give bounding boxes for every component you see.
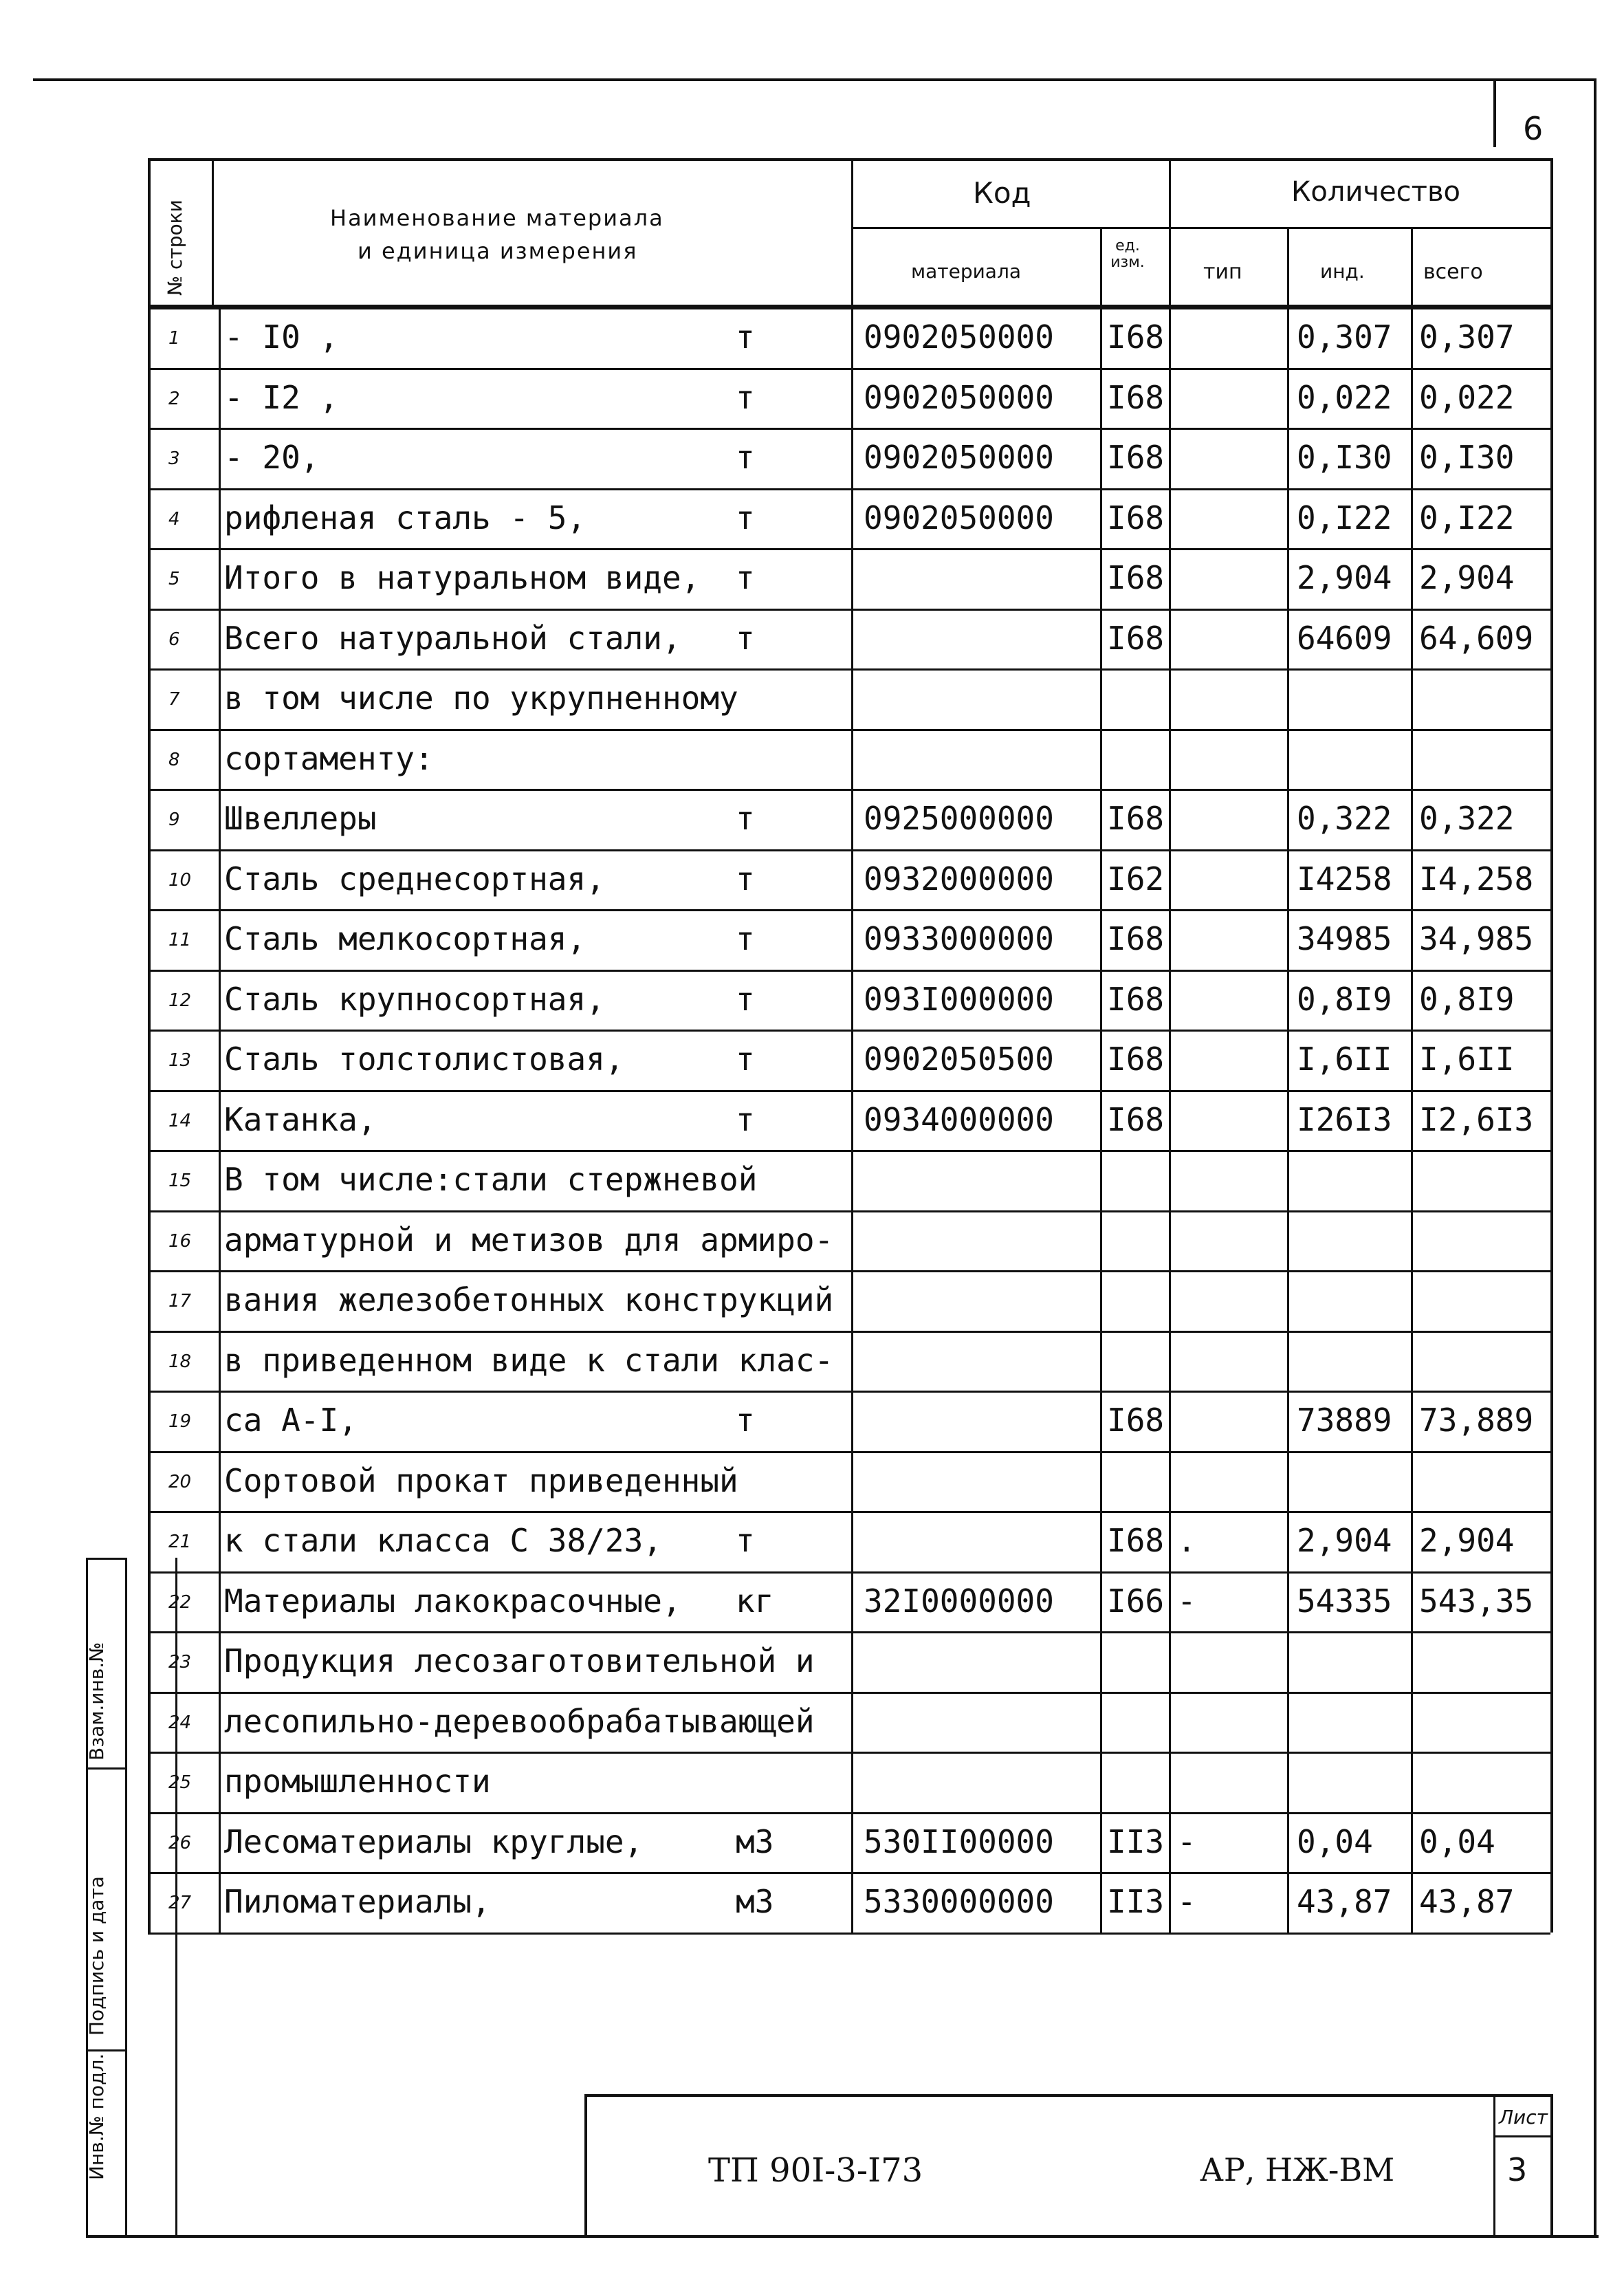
qty-ind: 0,322 (1297, 800, 1392, 837)
body-col-line (1287, 307, 1289, 1933)
row-line (148, 1631, 1550, 1633)
header-top-line (148, 158, 1550, 161)
material-name: - 20, (224, 439, 320, 476)
header-name-line1: Наименование материала (330, 205, 664, 231)
row-number: 4 (168, 508, 180, 530)
qty-ind: 34985 (1297, 920, 1392, 957)
material-name: арматурной и метизов для армиро- (224, 1221, 834, 1259)
row-number: 12 (168, 990, 192, 1011)
unit: т (736, 1402, 755, 1439)
row-line (148, 1090, 1550, 1092)
stamp-box-left (584, 2094, 587, 2235)
material-name: Сталь крупносортная, (224, 980, 605, 1018)
body-col-line (219, 307, 221, 1933)
qty-ind: 73889 (1297, 1402, 1392, 1439)
material-name: вания железобетонных конструкций (224, 1281, 834, 1318)
header-code: Код (973, 176, 1031, 210)
stamp-div-1 (86, 1558, 125, 1560)
row-line (148, 1571, 1550, 1574)
row-line (148, 1150, 1550, 1152)
row-number: 5 (168, 569, 180, 589)
row-number: 7 (168, 689, 180, 710)
qty-ind: I26I3 (1297, 1100, 1392, 1138)
material-name: В том числе:стали стержневой (224, 1161, 758, 1198)
qty-ind: I,6II (1297, 1041, 1392, 1078)
row-line (148, 1210, 1550, 1212)
qty-total: 543,35 (1419, 1582, 1534, 1620)
unit: т (736, 980, 755, 1018)
qty-total: 0,04 (1419, 1822, 1495, 1860)
material-name: Продукция лесозаготовительной и (224, 1642, 815, 1679)
unit-code: I68 (1107, 499, 1165, 536)
qty-total: I2,6I3 (1419, 1100, 1534, 1138)
row-line (148, 428, 1550, 430)
row-number: 20 (168, 1471, 192, 1492)
qty-ind: 2,904 (1297, 1522, 1392, 1559)
material-code: 0902050000 (864, 499, 1054, 536)
qty-total: 2,904 (1419, 559, 1515, 596)
stamp-div-3 (86, 2049, 125, 2051)
qty-ind: 54335 (1297, 1582, 1392, 1620)
material-code: 0933000000 (864, 920, 1054, 957)
header-quantity: Количество (1291, 176, 1461, 208)
col-line-num (212, 158, 214, 307)
unit-code: II3 (1107, 1822, 1165, 1860)
row-line (148, 1933, 1550, 1935)
row-line (148, 488, 1550, 490)
qty-total: 64,609 (1419, 619, 1534, 657)
material-name: Сталь толстолистовая, (224, 1041, 624, 1078)
page-number-box-left (1493, 78, 1496, 147)
unit-code: I68 (1107, 378, 1165, 416)
qty-total: 0,I30 (1419, 439, 1515, 476)
qty-total: I,6II (1419, 1041, 1515, 1078)
qty-total: 73,889 (1419, 1402, 1534, 1439)
material-code: 093I000000 (864, 980, 1054, 1018)
stamp-doc-code: ТП 90I-3-I73 (708, 2151, 923, 2190)
body-col-line (1100, 307, 1102, 1933)
stamp-div-2 (86, 1767, 125, 1770)
row-line (148, 1270, 1550, 1272)
row-number: 14 (168, 1110, 192, 1131)
body-col-line (851, 307, 853, 1933)
top-border-line (33, 78, 1594, 81)
unit-code: I68 (1107, 1100, 1165, 1138)
row-number: 23 (168, 1652, 192, 1673)
row-number: 16 (168, 1230, 192, 1252)
stamp-box-top (584, 2094, 1550, 2097)
col-line-name (851, 158, 853, 307)
row-line (148, 729, 1550, 731)
side-label-vzam: Взам.инв.№ (85, 1642, 108, 1761)
unit: т (736, 1041, 755, 1078)
side-label-podpis: Подпись и дата (85, 1876, 108, 2036)
material-name: Сталь мелкосортная, (224, 920, 586, 957)
material-name: Пиломатериалы, (224, 1883, 491, 1920)
unit: т (736, 920, 755, 957)
qty-total: 0,322 (1419, 800, 1515, 837)
row-number: 1 (168, 328, 180, 349)
qty-total: I4,258 (1419, 860, 1534, 897)
stamp-section: АР, НЖ-ВМ (1200, 2151, 1395, 2188)
row-number: 10 (168, 869, 192, 891)
qty-ind: 0,04 (1297, 1822, 1373, 1860)
stamp-sheet-left (1493, 2094, 1495, 2235)
unit-code: I68 (1107, 1041, 1165, 1078)
material-code: 0902050000 (864, 378, 1054, 416)
body-col-line (1169, 307, 1171, 1933)
material-name: - I0 , (224, 318, 339, 356)
stamp-col-right (125, 1558, 127, 2235)
row-number: 9 (168, 809, 180, 830)
page-right-line (1594, 78, 1596, 2238)
unit-code: I68 (1107, 800, 1165, 837)
row-number: 22 (168, 1591, 192, 1613)
material-code: 32I0000000 (864, 1582, 1054, 1620)
row-number: 18 (168, 1351, 192, 1372)
row-line (148, 1752, 1550, 1754)
row-number: 13 (168, 1050, 192, 1071)
unit: т (736, 318, 755, 356)
unit: т (736, 439, 755, 476)
header-code-unit: ед. изм. (1110, 237, 1145, 272)
unit: м3 (736, 1822, 774, 1860)
material-name: лесопильно-деревообрабатывающей (224, 1702, 815, 1740)
type: - (1177, 1822, 1196, 1860)
type: - (1177, 1883, 1196, 1920)
type: . (1177, 1522, 1196, 1559)
qty-ind: 0,307 (1297, 318, 1392, 356)
unit-code: I68 (1107, 559, 1165, 596)
qty-total: 0,8I9 (1419, 980, 1515, 1018)
material-code: 0902050000 (864, 318, 1054, 356)
row-line (148, 1692, 1550, 1694)
row-line (148, 1391, 1550, 1393)
unit-code: I62 (1107, 860, 1165, 897)
unit-code: II3 (1107, 1883, 1165, 1920)
material-code: 0934000000 (864, 1100, 1054, 1138)
unit: т (736, 1100, 755, 1138)
col-line-tip (1287, 227, 1289, 307)
side-label-inv: Инв.№ подл. (85, 2053, 108, 2180)
row-line (148, 1030, 1550, 1032)
unit: т (736, 619, 755, 657)
row-line (148, 849, 1550, 851)
header-qty-total: всего (1423, 260, 1483, 284)
unit: т (736, 559, 755, 596)
qty-ind: 2,904 (1297, 559, 1392, 596)
row-line (148, 1812, 1550, 1814)
type: - (1177, 1582, 1196, 1620)
header-sub-line (851, 227, 1550, 229)
header-name-line2: и единица измерения (358, 238, 638, 264)
qty-ind: I4258 (1297, 860, 1392, 897)
row-line (148, 970, 1550, 972)
material-name: в приведенном виде к стали клас- (224, 1341, 834, 1379)
material-name: рифленая сталь - 5, (224, 499, 586, 536)
material-name: Сортовой прокат приведенный (224, 1461, 738, 1499)
row-number: 26 (168, 1832, 192, 1853)
row-number: 24 (168, 1712, 192, 1733)
body-col-line (1411, 307, 1413, 1933)
row-number: 11 (168, 930, 192, 950)
unit-code: I68 (1107, 439, 1165, 476)
page-bottom-line (86, 2235, 1599, 2238)
unit-code: I68 (1107, 318, 1165, 356)
col-line-ind (1411, 227, 1413, 307)
unit: т (736, 499, 755, 536)
material-code: 0902050000 (864, 439, 1054, 476)
col-line-right (1550, 158, 1553, 1933)
header-row-number: № строки (164, 199, 186, 296)
qty-total: 34,985 (1419, 920, 1534, 957)
row-line (148, 548, 1550, 550)
stamp-sheet-number: 3 (1507, 2151, 1528, 2188)
header-qty-type: тип (1203, 260, 1242, 284)
material-code: 0902050500 (864, 1041, 1054, 1078)
material-name: Всего натуральной стали, (224, 619, 681, 657)
row-line (148, 909, 1550, 911)
material-code: 530II00000 (864, 1822, 1054, 1860)
qty-total: 0,022 (1419, 378, 1515, 416)
material-name: Катанка, (224, 1100, 377, 1138)
row-number: 3 (168, 448, 180, 469)
unit: т (736, 800, 755, 837)
row-line (148, 307, 1550, 309)
header-code-material: материала (911, 260, 1022, 283)
qty-total: 2,904 (1419, 1522, 1515, 1559)
row-number: 21 (168, 1532, 192, 1552)
row-number: 25 (168, 1772, 192, 1793)
material-name: - I2 , (224, 378, 339, 416)
unit-code: I68 (1107, 920, 1165, 957)
row-line (148, 668, 1550, 671)
unit-code: I68 (1107, 619, 1165, 657)
header-qty-ind: инд. (1320, 260, 1365, 283)
material-name: сортаменту: (224, 739, 434, 777)
row-number: 15 (168, 1171, 192, 1191)
row-number: 17 (168, 1291, 192, 1311)
unit: кг (736, 1582, 774, 1620)
unit-code: I68 (1107, 1402, 1165, 1439)
row-number: 6 (168, 629, 180, 650)
material-name: са А-I, (224, 1402, 358, 1439)
stamp-sheet-mid (1493, 2135, 1550, 2137)
qty-total: 0,I22 (1419, 499, 1515, 536)
row-number: 8 (168, 749, 180, 770)
row-line (148, 789, 1550, 791)
material-name: Сталь среднесортная, (224, 860, 605, 897)
qty-ind: 64609 (1297, 619, 1392, 657)
unit: т (736, 378, 755, 416)
col-line-left (148, 158, 151, 1933)
qty-ind: 0,I22 (1297, 499, 1392, 536)
unit-code: I68 (1107, 980, 1165, 1018)
material-code: 0925000000 (864, 800, 1054, 837)
row-line (148, 1331, 1550, 1333)
row-number: 27 (168, 1893, 192, 1913)
row-number: 19 (168, 1411, 192, 1432)
row-line (148, 368, 1550, 370)
unit-code: I66 (1107, 1582, 1165, 1620)
material-name: Итого в натуральном виде, (224, 559, 701, 596)
qty-total: 43,87 (1419, 1883, 1515, 1920)
material-name: в том числе по укрупненному (224, 679, 738, 717)
page-number: 6 (1523, 110, 1544, 147)
row-line (148, 609, 1550, 611)
material-name: Швеллеры (224, 800, 377, 837)
qty-ind: 0,8I9 (1297, 980, 1392, 1018)
material-code: 0932000000 (864, 860, 1054, 897)
qty-ind: 0,022 (1297, 378, 1392, 416)
row-line (148, 1451, 1550, 1453)
unit: т (736, 860, 755, 897)
stamp-box-right (1550, 2094, 1553, 2235)
material-name: промышленности (224, 1763, 491, 1800)
unit: т (736, 1522, 755, 1559)
material-name: Лесоматериалы круглые, (224, 1822, 644, 1860)
material-name: к стали класса С 38/23, (224, 1522, 662, 1559)
qty-ind: 43,87 (1297, 1883, 1392, 1920)
stamp-sheet-label: Лист (1499, 2106, 1548, 2129)
material-name: Материалы лакокрасочные, (224, 1582, 681, 1620)
col-line-code-unit (1169, 158, 1171, 307)
row-number: 2 (168, 388, 180, 409)
unit-code: I68 (1107, 1522, 1165, 1559)
qty-total: 0,307 (1419, 318, 1515, 356)
material-code: 5330000000 (864, 1883, 1054, 1920)
row-line (148, 1872, 1550, 1874)
qty-ind: 0,I30 (1297, 439, 1392, 476)
row-line (148, 1511, 1550, 1513)
unit: м3 (736, 1883, 774, 1920)
